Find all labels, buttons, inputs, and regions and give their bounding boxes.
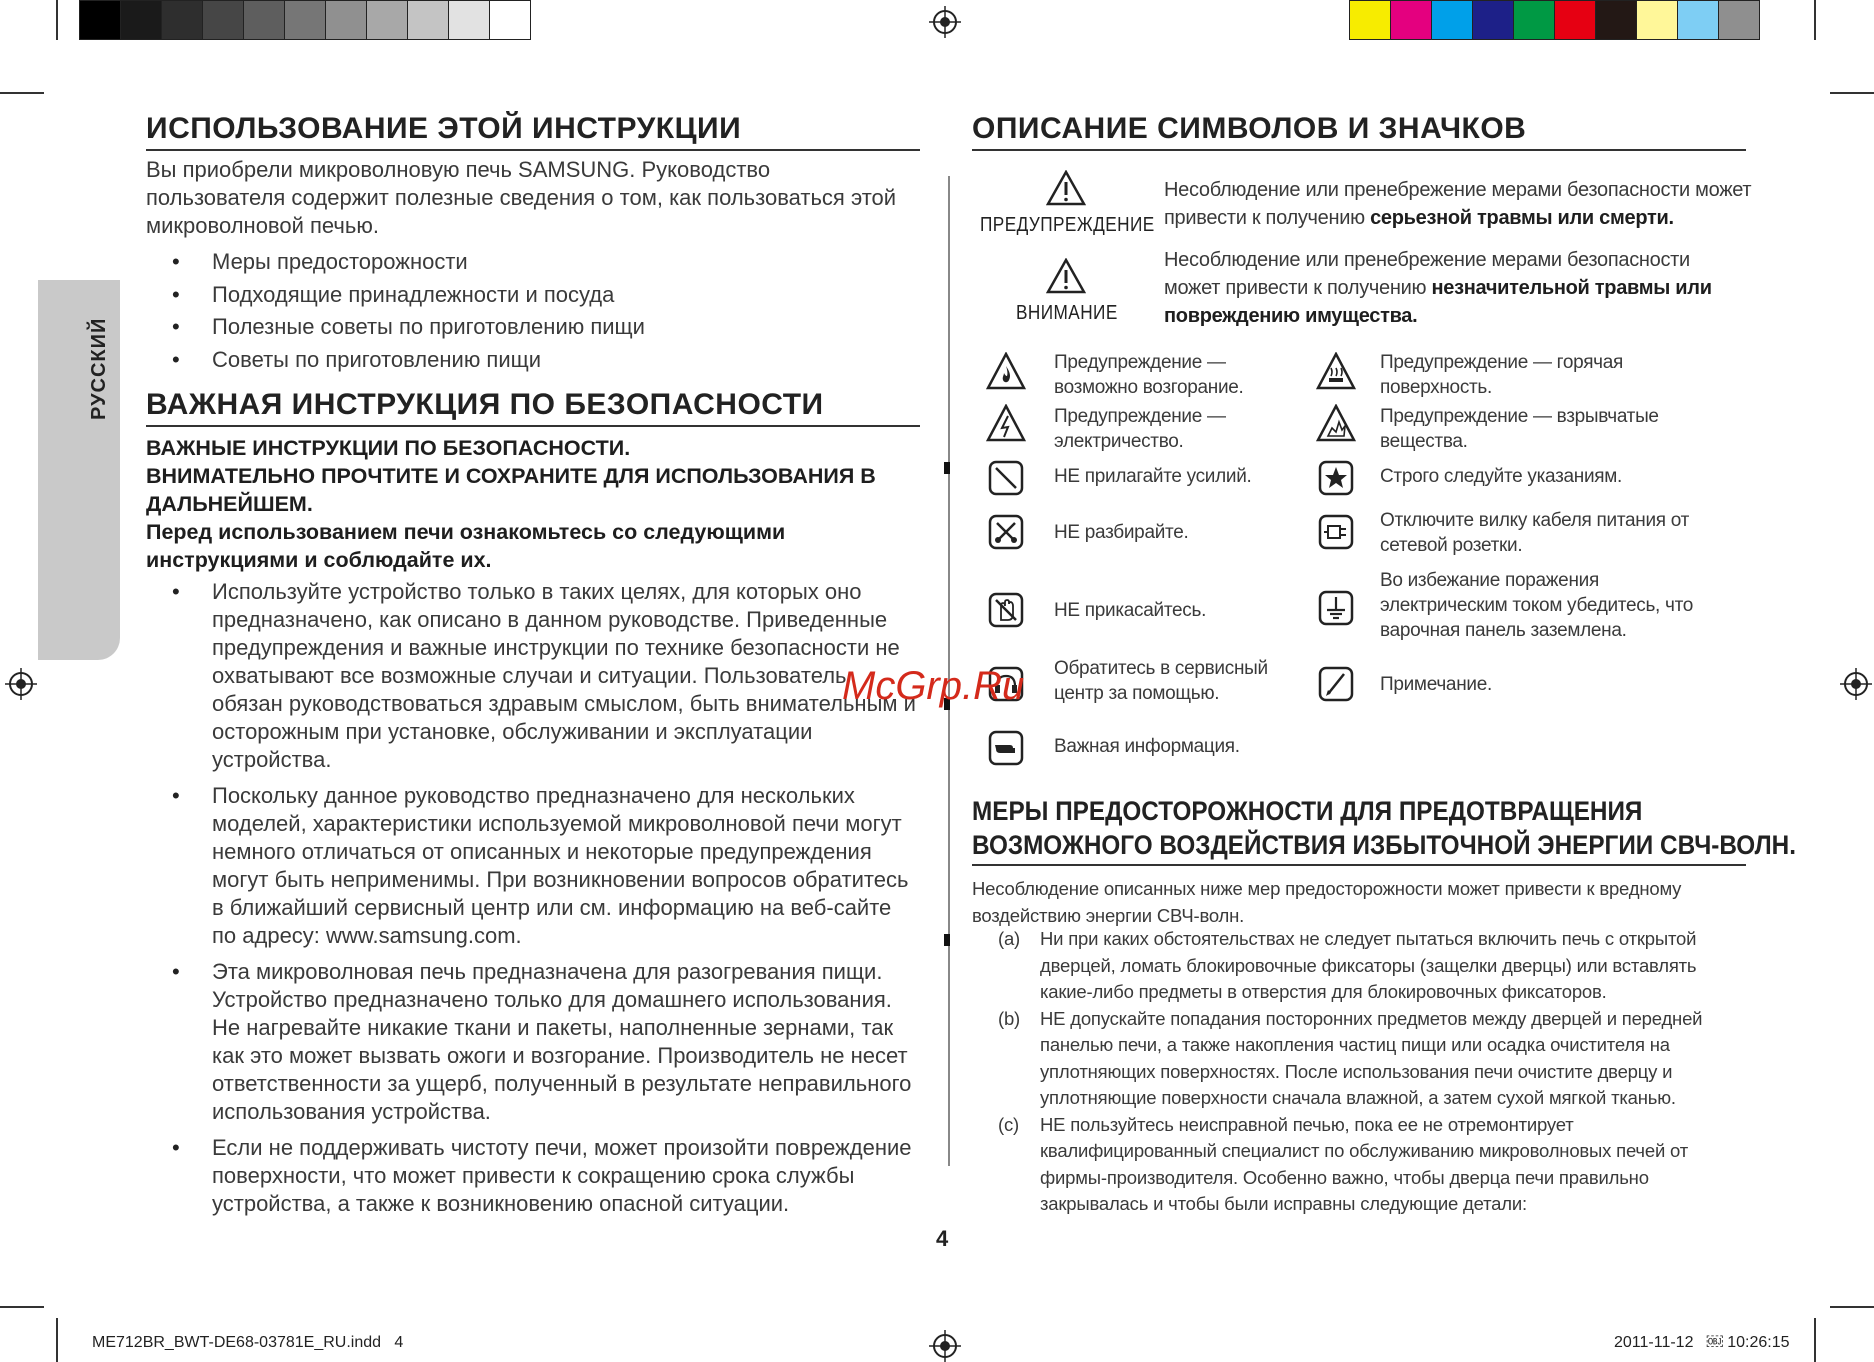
page-number: 4 (936, 1226, 949, 1251)
microwave-heading-line-2: ВОЗМОЖНОГО ВОЗДЕЙСТВИЯ ИЗБЫТОЧНОЙ ЭНЕРГИИ СВЧ-ВОЛН. (972, 830, 1796, 860)
language-label: РУССКИЙ (88, 317, 110, 420)
color-swatch (366, 0, 408, 40)
caution-description (1164, 246, 1734, 330)
microwave-heading (972, 794, 1796, 866)
crop-mark (56, 0, 58, 40)
list-item: • Эта микроволновая печь предназначена для разогревания пищи. Устройство предназначено только для домашнего использования. Не нагревайте никакие ткани и пакеты, наполненные зернами, так как это может вызвать ожоги и возгорание. Производитель не несет ответственности за ущерб, полученный в результате неправильного использования устройства. (146, 958, 926, 1126)
list-item: • Если не поддерживать чистоту печи, может произойти повреждение поверхности, что может привести к сокращению срока службы устройства, а также к возникновению опасной ситуации. (146, 1134, 926, 1218)
color-swatch (1472, 0, 1514, 40)
list-item (972, 1112, 1750, 1218)
color-swatch (284, 0, 326, 40)
crop-mark (56, 1318, 58, 1362)
warning-description (1164, 176, 1754, 232)
item-text: НЕ допускайте попадания посторонних предметов между дверцей и передней панелью печи, а также накопления частиц пищи или осадка очистителя на уплотняющих поверхностях. После использования печи очистите дверцу и уплотняющие поверхности сначала влажной, а затем сухой мягкой тканью. (1040, 1007, 1703, 1108)
footer-file: ME712BR_BWT-DE68-03781E_RU.indd 4 (92, 1334, 404, 1351)
safety-bold-3: Перед использованием печи ознакомьтесь со следующими инструкциями и соблюдайте их. (146, 520, 786, 572)
symbol-no-force-text: НЕ прилагайте усилий. (1054, 466, 1252, 487)
warning-emphasis: серьезной травмы или смерти. (1370, 207, 1674, 229)
color-swatch (1349, 0, 1391, 40)
watermark: McGrp.Ru (842, 664, 1025, 708)
color-swatch (1595, 0, 1637, 40)
caution-emphasis: незначительной травмы или повреждению имущества. (1164, 277, 1712, 327)
process-color-bar (1350, 0, 1760, 40)
ground-icon (1318, 590, 1354, 626)
item-label: (b) (998, 1007, 1021, 1029)
color-swatch (1513, 0, 1555, 40)
list-item: • Советы по приготовлению пищи (146, 344, 906, 377)
explosive-warning-icon (1316, 404, 1356, 442)
color-swatch (489, 0, 531, 40)
follow-instructions-icon (1318, 460, 1354, 496)
color-swatch (407, 0, 449, 40)
microwave-list (972, 926, 1750, 1218)
symbol-follow-text: Строго следуйте указаниям. (1380, 466, 1622, 487)
color-swatch (325, 0, 367, 40)
usage-list (146, 246, 906, 376)
symbols-heading: ОПИСАНИЕ СИМВОЛОВ И ЗНАЧКОВ (972, 112, 1746, 151)
symbol-service-text: Обратитесь в сервисный центр за помощью. (1054, 658, 1268, 704)
safety-heading: ВАЖНАЯ ИНСТРУКЦИЯ ПО БЕЗОПАСНОСТИ (146, 388, 920, 427)
color-swatch (1431, 0, 1473, 40)
no-touch-icon (988, 592, 1024, 628)
symbol-info-text: Важная информация. (1054, 736, 1240, 757)
crop-mark (1814, 1318, 1816, 1362)
list-item: • Поскольку данное руководство предназначено для нескольких моделей, характеристики используемой микроволновой печи могут немного отличаться от описанных и некоторые предупреждения могут быть неприменимы. При возникновении вопросов обратитесь в ближайший сервисный центр или см. информацию на веб-сайте по адресу: www.samsung.com. (146, 782, 926, 950)
crop-mark (0, 1306, 44, 1308)
symbol-no-disassemble-text: НЕ разбирайте. (1054, 522, 1189, 543)
safety-list (146, 578, 926, 1218)
no-disassemble-icon (988, 514, 1024, 550)
symbol-electric-text: Предупреждение — электричество. (1054, 406, 1226, 452)
gray-color-bar (80, 0, 531, 40)
unplug-icon (1318, 514, 1354, 550)
safety-bold-2: ВНИМАТЕЛЬНО ПРОЧТИТЕ И СОХРАНИТЕ ДЛЯ ИСПОЛЬЗОВАНИЯ В ДАЛЬНЕЙШЕМ. (146, 464, 876, 516)
color-swatch (1554, 0, 1596, 40)
warning-label: ПРЕДУПРЕЖДЕНИЕ (980, 214, 1155, 236)
color-swatch (161, 0, 203, 40)
fire-warning-icon (986, 352, 1026, 390)
registration-mark-icon (1840, 668, 1872, 700)
list-item: • Подходящие принадлежности и посуда (146, 279, 906, 312)
caution-triangle-icon (1046, 258, 1086, 294)
crop-mark (1814, 0, 1816, 40)
crop-mark (1830, 92, 1874, 94)
warning-triangle-icon (1046, 170, 1086, 206)
color-swatch (120, 0, 162, 40)
microwave-heading-line-1: МЕРЫ ПРЕДОСТОРОЖНОСТИ ДЛЯ ПРЕДОТВРАЩЕНИЯ (972, 796, 1643, 826)
divider-tick (944, 462, 950, 474)
microwave-intro: Несоблюдение описанных ниже мер предосторожности может привести к вредному воздействию энергии СВЧ-волн. (972, 878, 1682, 926)
divider-tick (944, 934, 950, 946)
registration-mark-icon (929, 1330, 961, 1362)
item-text: Ни при каких обстоятельствах не следует пытаться включить печь с открытой дверцей, ломать блокировочные фиксаторы (защелки дверцы) или вставлять какие-либо предметы в отверстия для блокировочных фиксаторов. (1040, 928, 1697, 1002)
warning-text: Несоблюдение или пренебрежение мерами безопасности может привести к получению (1164, 179, 1752, 229)
list-item (972, 1006, 1750, 1112)
caution-label: ВНИМАНИЕ (1016, 302, 1118, 324)
color-swatch (243, 0, 285, 40)
usage-heading: ИСПОЛЬЗОВАНИЕ ЭТОЙ ИНСТРУКЦИИ (146, 112, 920, 151)
color-swatch (202, 0, 244, 40)
color-swatch (448, 0, 490, 40)
crop-mark (0, 92, 44, 94)
item-text: НЕ пользуйтесь неисправной печью, пока ее не отремонтирует квалифицированный специалист по обслуживанию микроволновых печей от фирмы-производителя. Особенно важно, чтобы дверца печи правильно закрывалась и чтобы были исправны следующие детали: (1040, 1113, 1688, 1214)
electric-warning-icon (986, 404, 1026, 442)
footer-date: 2011-11-12 ￼ 10:26:15 (1614, 1334, 1790, 1351)
item-label: (a) (998, 928, 1021, 949)
registration-mark-icon (929, 6, 961, 38)
info-icon (988, 730, 1024, 766)
item-label: (c) (998, 1113, 1019, 1135)
color-swatch (1636, 0, 1678, 40)
list-item: • Используйте устройство только в таких целях, для которых оно предназначено, как описано в данном руководстве. Приведенные предупреждения и важные инструкции по технике безопасности не охватывают все возможные случаи и ситуации. Пользователь обязан руководствоваться здравым смыслом, быть внимательным и осторожным при установке, обслуживании и эксплуатации устройства. (146, 578, 926, 774)
note-icon (1318, 666, 1354, 702)
symbol-no-touch-text: НЕ прикасайтесь. (1054, 600, 1207, 621)
caution-text: Несоблюдение или пренебрежение мерами безопасности может привести к получению (1164, 249, 1690, 299)
color-swatch (1718, 0, 1760, 40)
crop-mark (1830, 1306, 1874, 1308)
color-swatch (1390, 0, 1432, 40)
list-item: • Меры предосторожности (146, 246, 906, 279)
symbol-fire-text: Предупреждение — возможно возгорание. (1054, 352, 1244, 398)
list-item: • Полезные советы по приготовлению пищи (146, 311, 906, 344)
no-force-icon (988, 460, 1024, 496)
registration-mark-icon (5, 668, 37, 700)
symbol-explosive-text: Предупреждение — взрывчатые вещества. (1380, 406, 1659, 452)
language-tab (38, 280, 120, 660)
safety-bold-1: ВАЖНЫЕ ИНСТРУКЦИИ ПО БЕЗОПАСНОСТИ. (146, 436, 631, 460)
usage-intro: Вы приобрели микроволновую печь SAMSUNG. Руководство пользователя содержит полезные сведения о том, как пользоваться этой микроволновой печью. (146, 157, 897, 238)
symbol-ground-text: Во избежание поражения электрическим током убедитесь, что варочная панель заземлена. (1380, 570, 1694, 641)
symbol-note-text: Примечание. (1380, 674, 1492, 695)
symbol-hot-text: Предупреждение — горячая поверхность. (1380, 352, 1624, 398)
hot-surface-warning-icon (1316, 352, 1356, 390)
symbol-unplug-text: Отключите вилку кабеля питания от сетевой розетки. (1380, 510, 1690, 556)
list-item (972, 926, 1750, 1006)
color-swatch (1677, 0, 1719, 40)
color-swatch (79, 0, 121, 40)
